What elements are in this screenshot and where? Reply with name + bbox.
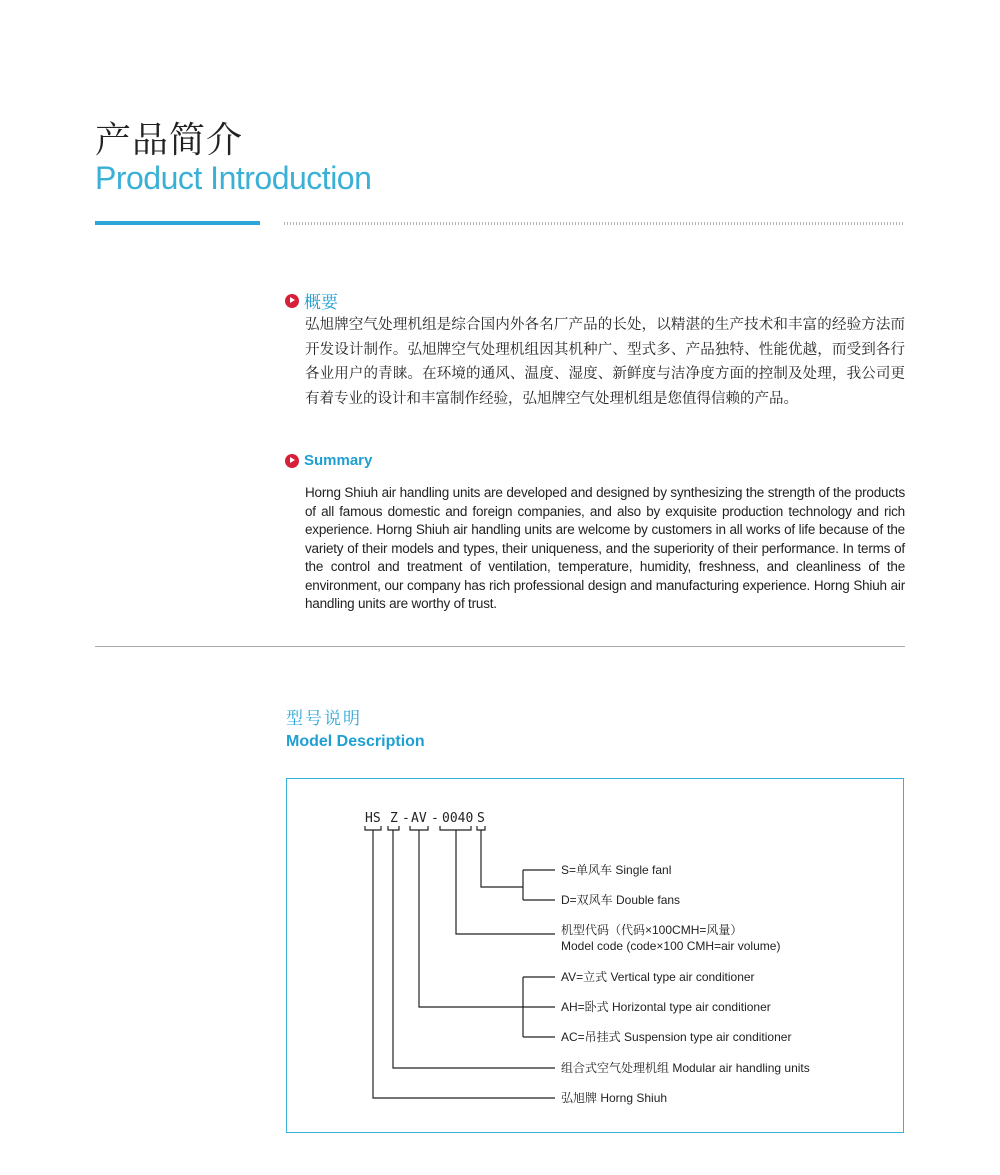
model-heading-en: Model Description [286, 733, 425, 750]
model-code-diagram [287, 779, 905, 1134]
title-accent-bar [95, 221, 260, 225]
section-divider [95, 646, 905, 647]
label-modular-units: 组合式空气处理机组 Modular air handling units [561, 1061, 810, 1075]
code-part-dash-1: - [402, 811, 410, 826]
overview-paragraph-cn: 弘旭牌空气处理机组是综合国内外各名厂产品的长处，以精湛的生产技术和丰富的经验方法而开发设计制作。弘旭牌空气处理机组因其机种广、型式多、产品独特、性能优越，而受到各行各业用户的青睐。在环境的通风、温度、湿度、新鲜度与洁净度方面的控制及处理，我公司更有着专业的设计和丰富制作经验，弘旭牌空气处理机组是您值得信赖的产品。 [305, 317, 905, 407]
play-bullet-icon [285, 454, 299, 468]
label-horizontal-type: AH=卧式 Horizontal type air conditioner [561, 1000, 771, 1014]
code-part-hs: HS [365, 811, 381, 826]
model-heading-cn: 型号说明 [286, 709, 362, 729]
label-suspension-type: AC=吊挂式 Suspension type air conditioner [561, 1030, 792, 1044]
summary-heading-en [285, 452, 372, 469]
code-part-z: Z [390, 811, 398, 826]
label-double-fans: D=双风车 Double fans [561, 893, 681, 907]
label-model-code-cn: 机型代码（代码×100CMH=风量） [561, 923, 743, 937]
label-model-code-en: Model code (code×100 CMH=air volume) [561, 939, 781, 953]
diagram-connector-lines [365, 826, 555, 1098]
code-part-s: S [477, 811, 485, 826]
label-brand: 弘旭牌 Horng Shiuh [561, 1091, 668, 1105]
code-part-av: AV [411, 811, 427, 826]
label-single-fan: S=单风车 Single fanl [561, 863, 672, 877]
overview-heading-cn [285, 288, 338, 313]
summary-heading-en-label: Summary [304, 452, 373, 469]
label-vertical-type: AV=立式 Vertical type air conditioner [561, 970, 755, 984]
model-diagram-box [286, 778, 904, 1133]
code-part-0040: 0040 [442, 811, 474, 826]
play-bullet-icon [285, 294, 299, 308]
page-title-en: Product Introduction [95, 160, 372, 196]
page-title-cn: 产品简介 [95, 120, 244, 161]
title-dotted-rule [284, 222, 905, 225]
summary-paragraph-en: Horng Shiuh air handling units are developed and designed by synthesizing the strength of the products of all famous domestic and foreign companies, and also by exquisite production technology and rich experience. Horng Shiuh air handling units are welcome by customers in all works of life because of the variety of their models and types, their uniqueness, and the superiority of their performance. In terms of the control and treatment of ventilation, temperature, humidity, freshness, and cleanliness of the environment, our company has rich professional design and manufacturing experience. Horng Shiuh air handling units are worthy of trust. [305, 485, 905, 611]
overview-heading-cn-label: 概要 [304, 293, 338, 313]
code-part-dash-2: - [431, 811, 439, 826]
